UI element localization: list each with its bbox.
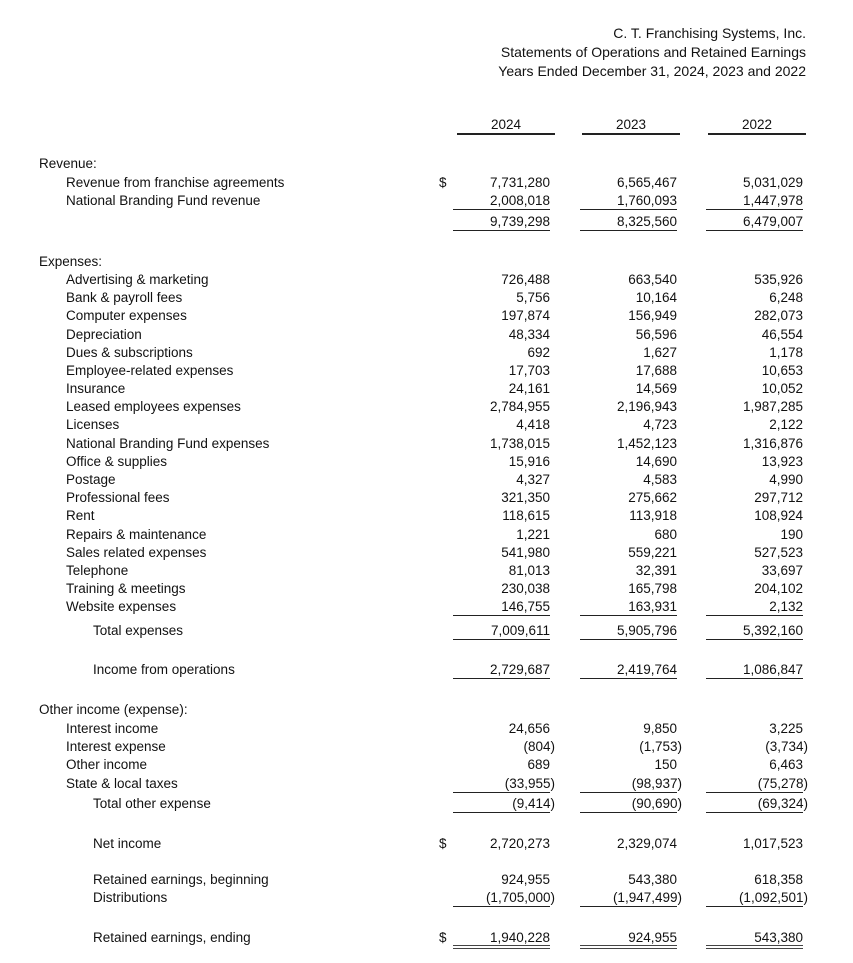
line-item-value: 4,723 (643, 417, 677, 433)
line-item-value: 190 (780, 526, 803, 542)
line-item-value: 118,615 (502, 508, 550, 524)
total-other-value: (9,414) (453, 796, 550, 811)
line-item-value: 1,316,876 (742, 435, 803, 451)
line-item-value: 13,923 (761, 453, 803, 469)
line-item-value: (1,753) (639, 739, 682, 755)
distributions-label: Distributions (93, 890, 168, 905)
total-other-value: (90,690) (580, 796, 677, 811)
line-item-value: (98,937) (580, 776, 677, 791)
line-item-value: 6,463 (769, 757, 803, 773)
retained-ending-label: Retained earnings, ending (93, 930, 251, 945)
line-item-value: 17,703 (508, 362, 550, 378)
revenue-total-value: 6,479,007 (706, 214, 803, 229)
line-item-label: Sales related expenses (66, 544, 207, 560)
line-item-value: 1,447,978 (706, 193, 803, 208)
line-item-label: Bank & payroll fees (66, 290, 183, 306)
total-expenses-value: 5,905,796 (580, 623, 677, 638)
line-item-label: Depreciation (66, 326, 142, 342)
line-item-value: 5,031,029 (742, 175, 803, 190)
total-expenses-value: 7,009,611 (453, 623, 550, 638)
line-item-label: National Branding Fund expenses (66, 435, 270, 451)
line-item-value: 275,662 (628, 490, 677, 506)
line-item-value: 1,760,093 (580, 193, 677, 208)
total-expenses-label: Total expenses (93, 623, 184, 638)
line-item-value: 297,712 (754, 490, 803, 506)
line-item-label: Professional fees (66, 490, 170, 506)
income-from-operations-value: 2,729,687 (453, 662, 550, 677)
line-item-value: 5,756 (516, 290, 550, 306)
line-item-value: 1,221 (516, 526, 550, 542)
line-item-label: Computer expenses (66, 308, 187, 324)
distributions-value: (1,705,000) (453, 890, 550, 905)
line-item-value: 17,688 (635, 362, 677, 378)
retained-beginning-value: 924,955 (501, 872, 550, 887)
line-item-value: 15,916 (508, 453, 550, 469)
line-item-label: Office & supplies (66, 453, 168, 469)
line-item-value: 282,073 (754, 308, 803, 324)
line-item-label: Postage (66, 471, 116, 487)
retained-beginning-label: Retained earnings, beginning (93, 872, 269, 887)
line-item-value: 1,452,123 (616, 435, 677, 451)
statement-period: Years Ended December 31, 2024, 2023 and 2022 (498, 63, 806, 79)
company-name: C. T. Franchising Systems, Inc. (613, 25, 806, 41)
line-item-value: 663,540 (628, 272, 677, 287)
section-heading-expenses: Expenses: (39, 254, 103, 269)
net-income-value: 2,329,074 (616, 836, 677, 851)
line-item-value: 7,731,280 (489, 175, 550, 190)
line-item-value: 2,122 (769, 417, 803, 433)
line-item-value: 204,102 (754, 581, 803, 597)
line-item-value: 81,013 (508, 562, 550, 578)
line-item-value: 10,653 (761, 362, 803, 378)
line-item-value: 33,697 (761, 562, 803, 578)
line-item-label: Licenses (66, 417, 120, 433)
line-item-value: 527,523 (754, 544, 803, 560)
distributions-value: (1,947,499) (580, 890, 677, 905)
retained-ending-value: 543,380 (706, 930, 803, 945)
line-item-value: 726,488 (501, 272, 550, 287)
line-item-value: 559,221 (628, 544, 677, 560)
line-item-value: 680 (654, 526, 677, 542)
column-header-2024: 2024 (457, 117, 555, 135)
line-item-label: Rent (66, 508, 95, 524)
line-item-value: (3,734) (765, 739, 808, 755)
line-item-value: 48,334 (508, 326, 550, 342)
currency-symbol: $ (439, 836, 447, 851)
column-header-2022: 2022 (708, 117, 806, 135)
line-item-value: 9,850 (643, 721, 677, 736)
line-item-value: 10,052 (761, 381, 803, 397)
line-item-value: 2,196,943 (616, 399, 677, 415)
line-item-value: (804) (523, 739, 555, 755)
line-item-value: 541,980 (501, 544, 550, 560)
line-item-value: 108,924 (754, 508, 803, 524)
statement-title: Statements of Operations and Retained Earnings (500, 44, 806, 60)
retained-beginning-value: 618,358 (754, 872, 803, 887)
income-from-operations-value: 2,419,764 (580, 662, 677, 677)
line-item-value: 113,918 (629, 508, 677, 524)
distributions-value: (1,092,501) (706, 890, 803, 905)
currency-symbol: $ (439, 175, 447, 190)
column-header-2023: 2023 (582, 117, 680, 135)
line-item-value: 24,161 (508, 381, 550, 397)
total-other-label: Total other expense (93, 796, 211, 811)
line-item-label: Employee-related expenses (66, 362, 234, 378)
total-expenses-value: 5,392,160 (706, 623, 803, 638)
total-other-value: (69,324) (706, 796, 803, 811)
line-item-label: Advertising & marketing (66, 272, 209, 287)
net-income-value: 2,720,273 (489, 836, 550, 851)
line-item-value: 4,990 (769, 471, 803, 487)
line-item-value: 10,164 (635, 290, 677, 306)
line-item-value: 4,418 (516, 417, 550, 433)
line-item-value: 689 (527, 757, 550, 773)
line-item-value: (33,955) (453, 776, 550, 791)
line-item-value: 1,987,285 (742, 399, 803, 415)
line-item-value: (75,278) (706, 776, 803, 791)
line-item-value: 321,350 (501, 490, 550, 506)
revenue-total-value: 8,325,560 (580, 214, 677, 229)
line-item-label: Revenue from franchise agreements (66, 175, 285, 190)
line-item-value: 230,038 (501, 581, 550, 597)
line-item-label: State & local taxes (66, 775, 178, 791)
income-from-operations-label: Income from operations (93, 662, 235, 677)
retained-ending-value: 924,955 (580, 930, 677, 945)
line-item-value: 692 (527, 344, 550, 360)
revenue-total-value: 9,739,298 (453, 214, 550, 229)
net-income-label: Net income (93, 836, 162, 851)
line-item-value: 4,327 (516, 471, 550, 487)
line-item-value: 32,391 (635, 562, 677, 578)
line-item-value: 146,755 (453, 599, 550, 614)
line-item-value: 24,656 (508, 721, 550, 736)
line-item-value: 56,596 (635, 326, 677, 342)
line-item-value: 1,178 (769, 344, 803, 360)
section-heading-revenue: Revenue: (39, 156, 97, 171)
retained-ending-value: 1,940,228 (453, 930, 550, 945)
line-item-value: 6,565,467 (616, 175, 677, 190)
line-item-label: Interest income (66, 721, 159, 736)
retained-beginning-value: 543,380 (628, 872, 677, 887)
net-income-value: 1,017,523 (742, 836, 803, 851)
line-item-label: Interest expense (66, 739, 166, 755)
currency-symbol: $ (439, 930, 447, 945)
line-item-value: 535,926 (754, 272, 803, 287)
line-item-value: 4,583 (643, 471, 677, 487)
line-item-label: National Branding Fund revenue (66, 193, 261, 208)
line-item-value: 6,248 (769, 290, 803, 306)
line-item-value: 2,132 (706, 599, 803, 614)
line-item-value: 14,690 (635, 453, 677, 469)
line-item-label: Insurance (66, 381, 126, 397)
line-item-label: Repairs & maintenance (66, 526, 207, 542)
line-item-value: 150 (654, 757, 677, 773)
line-item-value: 1,627 (643, 344, 677, 360)
line-item-value: 197,874 (501, 308, 550, 324)
line-item-value: 163,931 (580, 599, 677, 614)
line-item-value: 46,554 (761, 326, 803, 342)
line-item-label: Website expenses (66, 599, 177, 615)
line-item-value: 165,798 (628, 581, 677, 597)
line-item-value: 3,225 (769, 721, 803, 736)
line-item-label: Telephone (66, 562, 129, 578)
line-item-value: 2,008,018 (453, 193, 550, 208)
line-item-label: Training & meetings (66, 581, 186, 597)
line-item-label: Leased employees expenses (66, 399, 241, 415)
line-item-value: 14,569 (635, 381, 677, 397)
line-item-value: 2,784,955 (489, 399, 550, 415)
section-heading-other: Other income (expense): (39, 702, 188, 717)
line-item-value: 156,949 (628, 308, 677, 324)
line-item-label: Other income (66, 757, 148, 773)
line-item-value: 1,738,015 (489, 435, 550, 451)
line-item-label: Dues & subscriptions (66, 344, 193, 360)
income-from-operations-value: 1,086,847 (706, 662, 803, 677)
